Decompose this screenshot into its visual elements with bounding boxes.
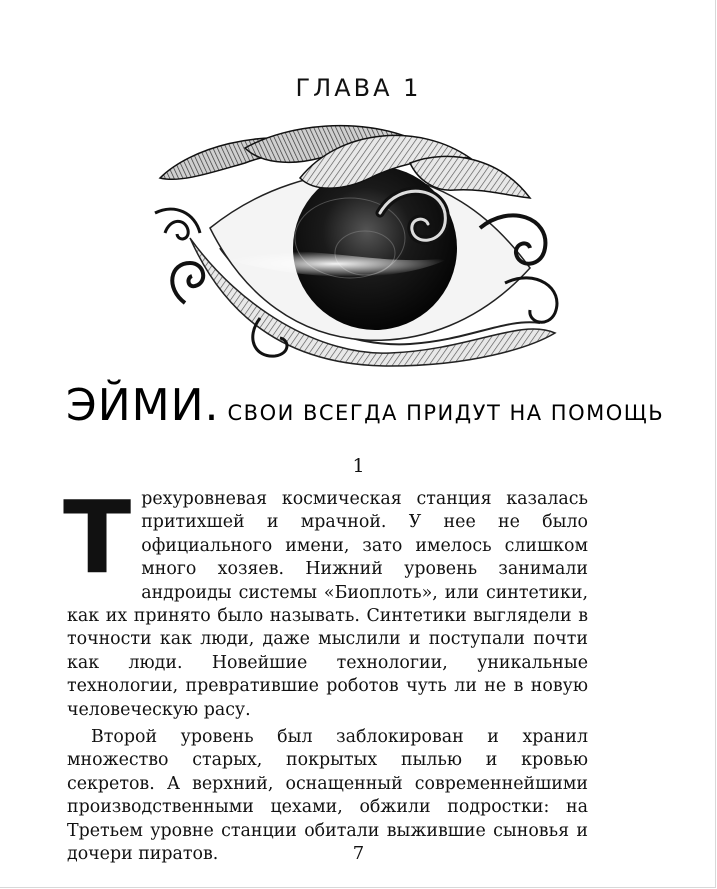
chapter-subtitle: СВОИ ВСЕГДА ПРИДУТ НА ПОМОЩЬ <box>227 401 665 425</box>
paragraph-2: Второй уровень был заблокирован и хранил множество старых, покрытых пылью и кровью секретов. А верхний, оснащенный современнейшими производственными цехами, обжили подростки: на Третьем уровне станции обитали выжившие сыновья и дочери пиратов. <box>67 727 588 865</box>
paragraph-1 <box>63 479 588 722</box>
section-number: 1 <box>352 455 365 477</box>
chapter-heading: ГЛАВА 1 <box>295 74 422 102</box>
body-text <box>63 479 588 867</box>
paragraph-1-text: рехуровневая космическая станция казалась притихшей и мрачной. У нее не было официального имени, зато имелось слишком много хозяев. Нижний уровень занимали андроиды системы «Биоплоть», или синтетики, как их принято было называть. Синтетики выглядели в точности как люди, даже мыслили и поступали почти как люди. Новейшие технологии, уникальные технологии, превратившие роботов чуть ли не в новую человеческую расу. <box>67 489 588 720</box>
drop-cap: Т <box>63 479 132 596</box>
chapter-title <box>66 380 664 431</box>
ornate-eye-illustration <box>150 118 570 368</box>
chapter-title-main: ЭЙМИ. <box>66 380 220 431</box>
page-number: 7 <box>352 843 365 864</box>
